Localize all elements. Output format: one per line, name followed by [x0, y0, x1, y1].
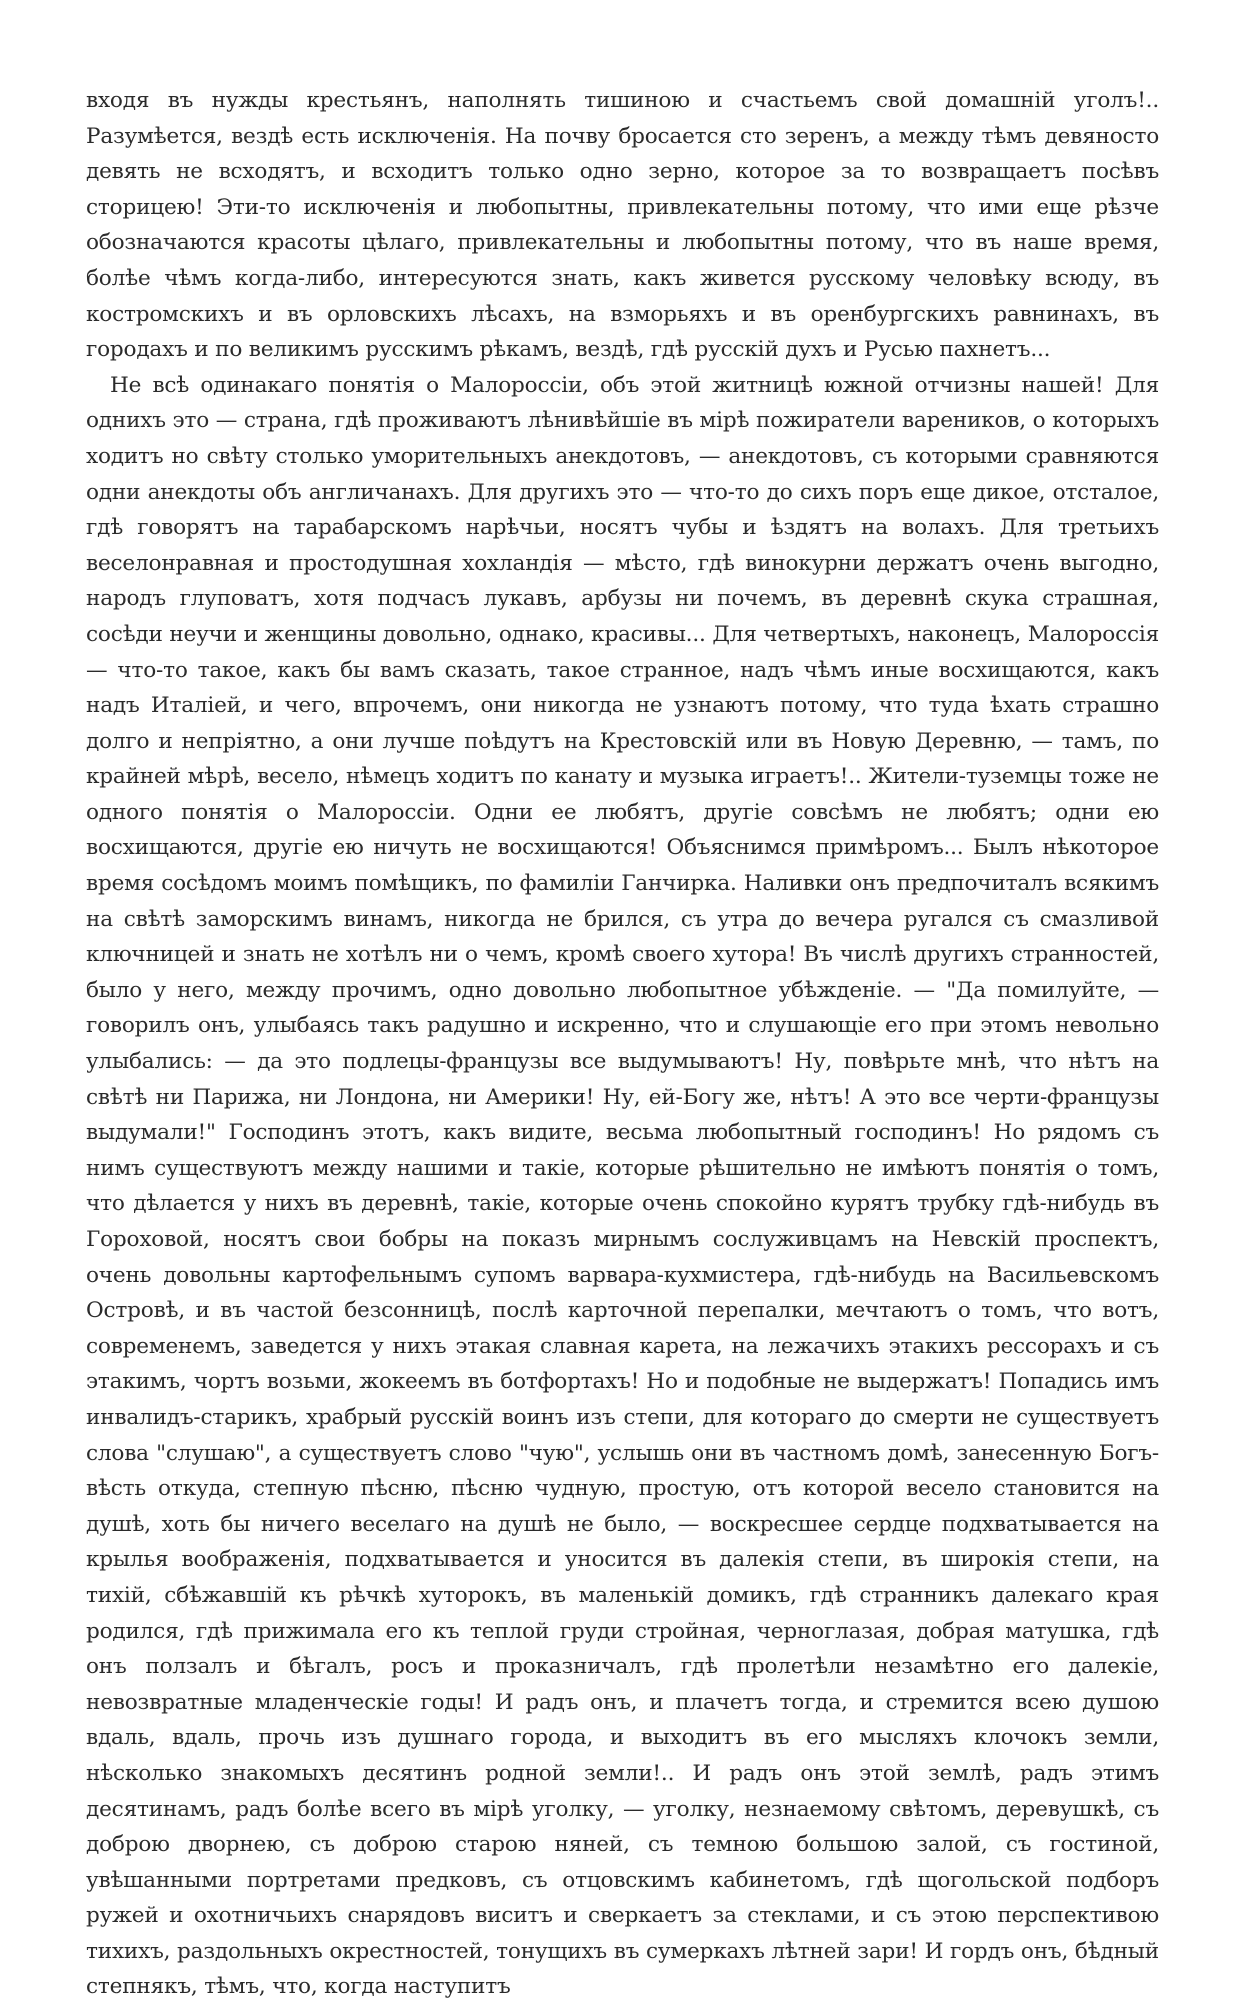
paragraph-malorossiya: Не всѣ одинакаго понятія о Малороссіи, объ этой житницѣ южной отчизны нашей! Для однихъ это — страна, гдѣ проживаютъ лѣнивѣйшіе въ мірѣ пожиратели вареников, о которыхъ ходитъ но свѣту столько уморительныхъ анекдотовъ, — анекдотовъ, съ которыми сравняются одни анекдоты объ англичанахъ. Для другихъ это — что-то до сихъ поръ еще дикое, отсталое, гдѣ говорятъ на тарабарскомъ нарѣчьи, носятъ чубы и ѣздятъ на волахъ. Для третьихъ веселонравная и простодушная хохландія — мѣсто, гдѣ винокурни держатъ очень выгодно, народъ глуповатъ, хотя подчасъ лукавъ, арбузы ни почемъ, въ деревнѣ скука страшная, сосѣди неучи и женщины довольно, однако, красивы... Для четвертыхъ, наконецъ, Малороссія — что-то такое, какъ бы вамъ сказать, такое странное, надъ чѣмъ иные восхищаются, какъ надъ Италіей, и чего, впрочемъ, они никогда не узнаютъ потому, что туда ѣхать страшно долго и непріятно, а они лучше поѣдутъ на Крестовскій или въ Новую Деревню, — тамъ, по крайней мѣрѣ, весело, нѣмецъ ходитъ по канату и музыка играетъ!.. Жители-туземцы тоже не одного понятія о Малороссіи. Одни ее любятъ, другіе совсѣмъ не любятъ; одни ею восхищаются, другіе ею ничуть не восхищаются! Объяснимся примѣромъ... Былъ нѣкоторое время сосѣдомъ моимъ помѣщикъ, по фамиліи Ганчирка. Наливки онъ предпочиталъ всякимъ на свѣтѣ заморскимъ винамъ, никогда не брился, съ утра до вечера ругался съ смазливой ключницей и знать не хотѣлъ ни о чемъ, кромѣ своего хутора! Въ числѣ другихъ странностей, было у него, между прочимъ, одно довольно любопытное убѣжденіе. — "Да помилуйте, — говорилъ онъ, улыбаясь такъ радушно и искренно, что и слушающіе его при этомъ невольно улыбались: — да это подлецы-французы все выдумываютъ! Ну, повѣрьте мнѣ, что нѣтъ на свѣтѣ ни Парижа, ни Лондона, ни Америки! Ну, ей-Богу же, нѣтъ! А это все черти-французы выдумали!" Господинъ этотъ, какъ видите, весьма любопытный господинъ! Но рядомъ съ нимъ существуютъ между нашими и такіе, которые рѣшительно не имѣютъ понятія о томъ, что дѣлается у нихъ въ деревнѣ, такіе, которые очень спокойно курятъ трубку гдѣ-нибудь въ Гороховой, носятъ свои бобры на показъ мирнымъ сослуживцамъ на Невскій проспектъ, очень довольны картофельнымъ супомъ варвара-кухмистера, гдѣ-нибудь на Васильевскомъ Островѣ, и въ частой безсонницѣ, послѣ карточной перепалки, мечтаютъ о томъ, что вотъ, современемъ, заведется у нихъ этакая славная карета, на лежачихъ этакихъ рессорахъ и съ этакимъ, чортъ возьми, жокеемъ въ ботфортахъ! Но и подобные не выдержатъ! Попадись имъ инвалидъ-старикъ, храбрый русскій воинъ изъ степи, для котораго до смерти не существуетъ слова "слушаю", а существуетъ слово "чую", услышь они въ частномъ домѣ, занесенную Богъ-вѣсть откуда, степную пѣсню, пѣсню чудную, простую, отъ которой весело становится на душѣ, хоть бы ничего веселаго на душѣ не было, — воскресшее сердце подхватывается на крылья воображенія, подхватывается и уносится въ далекія степи, въ широкія степи, на тихій, сбѣжавшій къ рѣчкѣ хуторокъ, въ маленькій домикъ, гдѣ странникъ далекаго края родился, гдѣ прижимала его къ теплой груди стройная, черноглазая, добрая матушка, гдѣ онъ ползалъ и бѣгалъ, росъ и проказничалъ, гдѣ пролетѣли незамѣтно его далекіе, невозвратные младенческіе годы! И радъ онъ, и плачетъ тогда, и стремится всею душою вдаль, вдаль, прочь изъ душнаго города, и выходитъ въ его мысляхъ клочокъ земли, нѣсколько знакомыхъ десятинъ родной земли!.. И радъ онъ этой землѣ, радъ этимъ десятинамъ, радъ болѣе всего въ мірѣ уголку, — уголку, незнаемому свѣтомъ, деревушкѣ, съ доброю дворнею, съ доброю старою няней, съ темною большою залой, съ гостиной, увѣшанными портретами предковъ, съ отцовскимъ кабинетомъ, гдѣ щогольской подборъ ружей и охотничьихъ снарядовъ виситъ и сверкаетъ за стеклами, и съ этою перспективою тихихъ, раздольныхъ окрестностей, тонущихъ въ сумеркахъ лѣтней зари! И гордъ онъ, бѣдный степнякъ, тѣмъ, что, когда наступитъ: [86, 372, 1159, 2000]
paragraph-continued: входя въ нужды крестьянъ, наполнять тишиною и счастьемъ свой домашній уголъ!.. Разумѣется, вездѣ есть исключенія. На почву бросается сто зеренъ, а между тѣмъ девяносто девять не всходятъ, и всходитъ только одно зерно, которое за то возвращаетъ посѣвъ сторицею! Эти-то исключенія и любопытны, привлекательны потому, что ими еще рѣзче обозначаются красоты цѣлаго, привлекательны и любопытны потому, что въ наше время, болѣе чѣмъ когда-либо, интересуются знать, какъ живется русскому человѣку всюду, въ костромскихъ и въ орловскихъ лѣсахъ, на взморьяхъ и въ оренбургскихъ равнинахъ, въ городахъ и по великимъ русскимъ рѣкамъ, вездѣ, гдѣ русскій духъ и Русью пахнетъ...: [86, 88, 1159, 363]
document-page: [86, 83, 1159, 2000]
